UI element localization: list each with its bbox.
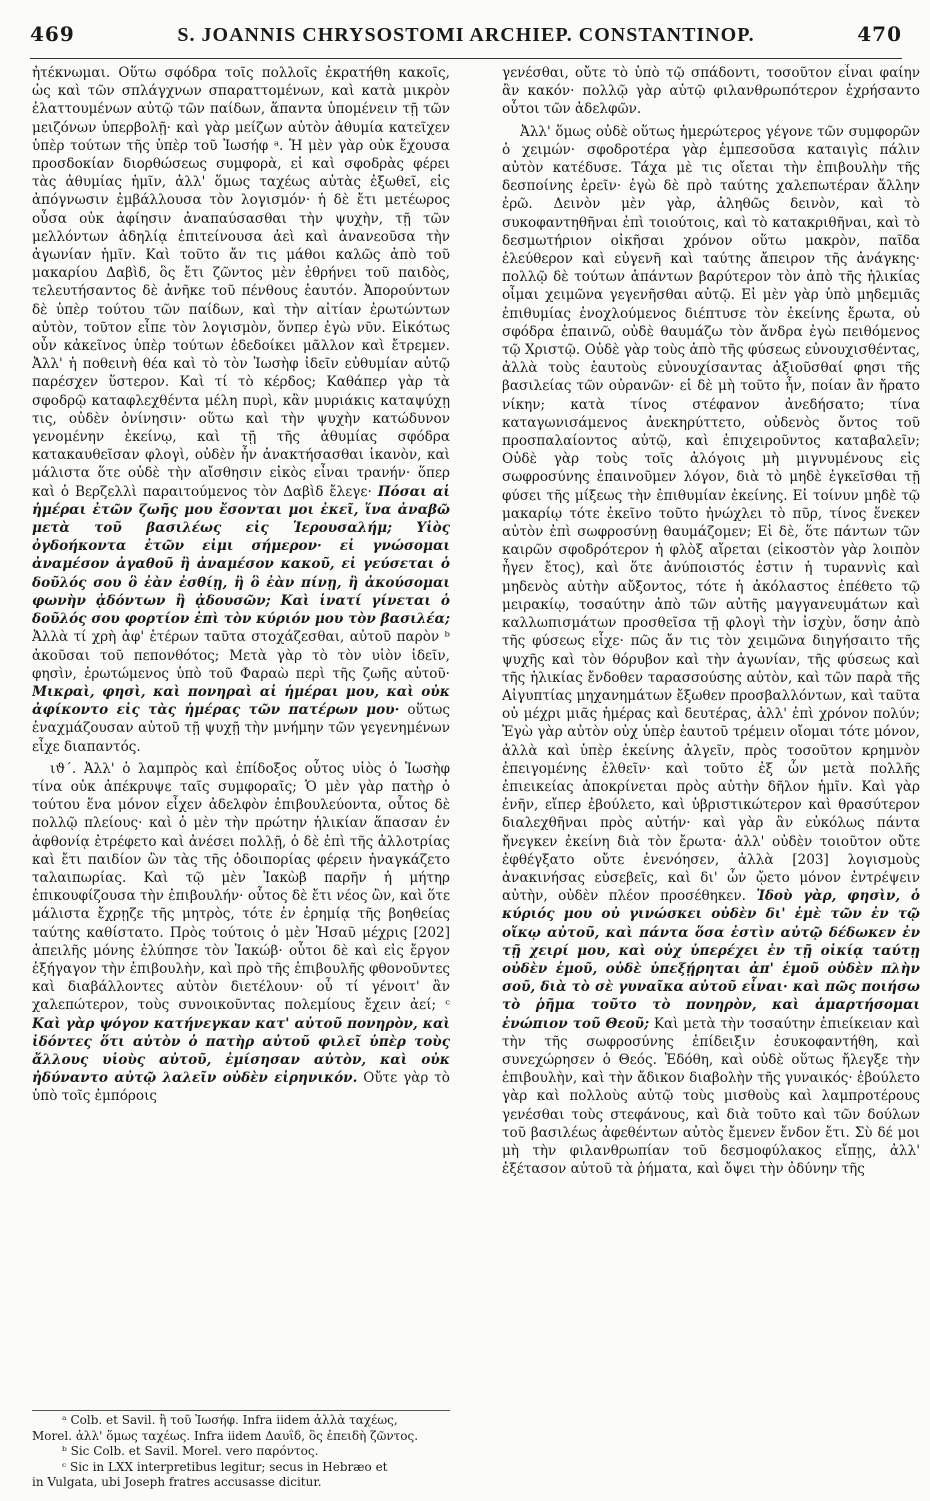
scripture-quote: Ἰδοὺ γὰρ, φησὶν, ὁ κύριός μου οὐ γινώσκει οὐδὲν δι' ἐμὲ τῶν ἐν τῷ οἴκῳ αὐτοῦ, καὶ πάντα ὅσα ἐστὶν αὐτῷ δέδωκεν ἐν τῇ χειρί μου, καὶ οὐχ ὑπερέχει ἐν τῇ οἰκίᾳ ταύτῃ οὐδὲν ἐμοῦ, οὐδὲ ὑπεξῄρηται ἀπ' ἐμοῦ οὐδὲν πλὴν σοῦ, διὰ τὸ σὲ γυναῖκα αὐτοῦ εἶναι· καὶ πῶς ποιήσω τὸ ῥῆμα τοῦτο τὸ πονηρὸν, καὶ ἁμαρτήσομαι ἐνώπιον τοῦ Θεοῦ; [502,888,920,1032]
footnote-b: ᵇ Sic Colb. et Savil. Morel. vero παρόντος. [62,1444,319,1458]
paragraph-text: Καὶ μετὰ τὴν τοσαύτην ἐπιείκειαν καὶ τὴν τῆς σωφροσύνης ἐπίδειξιν ἐσυκοφαντήθη, καὶ συνεχώρησεν ὁ Θεός. Ἐδόθη, καὶ οὐδὲ οὕτως ἤλεγξε τὴν ἐπιβουλὴν, καὶ τὴν ἄδικον διαβολὴν τῆς γυναικός· ἐβούλετο γὰρ καὶ πολλοὺς αὐτῷ τοὺς μισθοὺς καὶ λαμπροτέρους γενέσθαι τοὺς στεφάνους, καὶ διὰ τοῦτο καὶ τῶν δούλων τοῦ βασιλέως ἀφεθέντων αὐτὸς ἔμενεν ἔνδον ἔτι. Σὺ δέ μοι μὴ τὴν φιλανθρωπίαν τοῦ δεσμοφύλακος εἴπῃς, ἀλλ' ἐξέτασον αὐτοῦ τὰ ῥήματα, καὶ ὄψει τὴν ὀδύνην τῆς [502,1015,920,1178]
paragraph-text: Ἀλλὰ τί χρὴ ἀφ' ἑτέρων ταῦτα στοχάζεσθαι, αὐτοῦ παρὸν ᵇ ἀκοῦσαι τοῦ πεπονθότος; Μετὰ γὰρ τὸ τὸν υἱὸν ἰδεῖν, φησὶν, ἐρωτώμενος ὑπὸ τοῦ Φαραὼ περὶ τῆς ζωῆς αὐτοῦ· [32,629,450,682]
text-paragraph [32,64,450,756]
footnotes [32,1410,450,1491]
paragraph-text: οὕτως ἐναχμάζουσαν αὐτοῦ τῇ ψυχῇ τὴν μνήμην τῶν γεγενημένων εἶχε διαπαντός. [32,702,450,755]
paragraph-text: ιϑ΄. Ἀλλ' ὁ λαμπρὸς καὶ ἐπίδοξος οὗτος υἱὸς ὁ Ἰωσὴφ τίνα οὐκ ἀπέκρυψε ταῖς συμφοραῖς; Ὁ μὲν γὰρ πατὴρ ὁ τούτου ἕνα μόνον εἶχεν ἀδελφὸν ἐπιβουλεύοντα, οὗτος δὲ πολλῷ πλείους· καὶ ὁ μὲν τὴν πρώτην ἡλικίαν ἅπασαν ἐν ἀφθονίᾳ ἐτρέφετο καὶ ἀνέσει πολλῇ, ὁ δὲ ἐπὶ τῆς ἀλλοτρίας καὶ ἔτι παιδίον ὢν τὰς τῆς ὁδοιπορίας φέρειν ἠναγκάζετο ταλαιπωρίας. Καὶ τῷ μὲν Ἰακὼβ παρῆν ἡ μήτηρ ἐπικουφίζουσα τὴν ἐπιβουλήν· οὗτος δὲ ἔτι νέος ὢν, καὶ ὅτε μάλιστα ἔχρῃζε τῆς μητρὸς, τότε ἐν ἐρημίᾳ τῆς βοηθείας ταύτης καθίστατο. Πρὸς τούτοις ὁ μὲν Ἡσαῦ μέχρις [202] ἀπειλῆς μόνης ἐλύπησε τὸν Ἰακώβ· οὗτοι δὲ καὶ εἰς ἔργον ἐξήγαγον τὴν ἐπιβουλὴν, καὶ πρὸ τῆς ἐπιβουλῆς φθονοῦντες καὶ διαβάλλοντες αὐτὸν διετέλουν· οὗ τί γένοιτ' ἂν χαλεπώτερον, τοὺς συνοικοῦντας πολεμίους ἔχειν ἀεί; ᶜ [32,760,450,1014]
paragraph-text: Οὔτε γὰρ τὸ ὑπὸ τοῖς ἐμπόροις [32,1070,450,1105]
paragraph-text: Ἀλλ' ὅμως οὐδὲ οὕτως ἡμερώτερος γέγονε τῶν συμφορῶν ὁ χειμών· σφοδροτέρα γὰρ ἐμπεσοῦσα καταιγὶς πάλιν αὐτὸν κατέδυσε. Τάχα μὲ τις οἴεται τὴν ἐπιβουλὴν τῆς δεσποίνης ἐρεῖν· ἐγὼ δὲ πρὸ ταύτης χαλεπωτέραν ἄλλην ἐρῶ. Δεινὸν μὲν γὰρ, ἀληθῶς δεινὸν, καὶ τὸ συκοφαντηθῆναι ἐπὶ τοιούτοις, καὶ τὸ κατακριθῆναι, καὶ τὸ δεσμωτήριον οἰκῆσαι χρόνον οὕτω μακρὸν, παῖδα ἐλεύθερον καὶ εὐγενῆ καὶ ταύτης ἄπειρον τῆς ἀνάγκης· πολλῷ δὲ τούτων ἁπάντων βαρύτερον τὸν ἀπὸ τῆς ἡλικίας οἶμαι χειμῶνα γεγενῆσθαι αὐτῷ. Εἰ μὲν γὰρ ὑπὸ μηδεμιᾶς ἐπιθυμίας ἐνοχλούμενος διέπτυσε τὸν ἐκείνης ἔρωτα, οὐ σφόδρα ἐπαινῶ, οὐδὲ θαυμάζω τὸν ἄνδρα ἐγὼ πειθόμενος τῷ Χριστῷ. Οὐδὲ γὰρ τοὺς ἀπὸ τῆς φύσεως εὐνουχισθέντας, ἀλλὰ τοὺς ἑαυτοὺς εὐνουχίσαντας ἀξιοῦσθαί φησι τῆς βασιλείας τῶν οὐρανῶν· εἰ δὲ μὴ τοῦτο ἦν, ποίαν ἂν ἤρατο νίκην; κατὰ τίνος στέφανον ἀνεδήσατο; τίνα καταγωνισάμενος ἀνεκηρύττετο, οὐδενὸς ὄντος τοῦ προσπαλαίοντος αὐτῷ, καὶ ἐπιχειροῦντος καταβαλεῖν; Οὐδὲ γὰρ τοὺς τοῖς ἀλόγοις μὴ μιγνυμένους εἰς σωφροσύνης ἐπαινοῦμεν λόγον, διὰ τὸ μηδὲ ἐγκεῖσθαι τῇ φύσει τῆς μίξεως τὴν ἐπιθυμίαν ἐκείνης. Εἰ τοίνυν μηδὲ τῷ μακαρίῳ τότε ἐκεῖνο τοῦτο ἠνώχλει τὸ πῦρ, τίνος ἕνεκεν αὐτὸν ἐπὶ σωφροσύνῃ θαυμάζομεν; Εἰ δὲ, ὅτε πάντων τῶν καιρῶν σφοδρότερον ἡ φλὸξ αἴρεται (εἰκοστὸν γὰρ λοιπὸν ἦγεν ἔτος), καὶ ὅτε ἀνύποιστός ἐστιν ἡ τυραννὶς καὶ μηδενὸς αὐτὴν αὔξοντος, τότε ἡ ἀκόλαστος ἐπέθετο τῷ μειρακίῳ, τοσαύτην ἀπὸ τῶν αὐτῆς μαγγανευμάτων καὶ καλλωπισμάτων προσθεῖσα τῇ φλογὶ τὴν ἰσχὺν, ὅσην ἀπὸ τῆς φύσεως εἶχε· πῶς ἄν τις τὸν χειμῶνα διηγήσαιτο τῆς ψυχῆς καὶ τὸν θόρυβον καὶ τὴν ἀγωνίαν, τῆς φύσεως καὶ τῆς ἡλικίας ἔνδοθεν ταρασσούσης αὐτὸν, καὶ τῶν παρὰ τῆς Αἰγυπτίας μηχανημάτων ἔξωθεν προσβαλλόντων, καὶ ταῦτα οὐ μέχρι μιᾶς ἡμέρας καὶ δευτέρας, ἀλλ' ἐπὶ χρόνον πολύν; Ἐγὼ γὰρ αὐτὸν οὐχ ὑπὲρ ἑαυτοῦ τρέμειν οἴομαι τότε μόνον, ἀλλὰ καὶ ὑπὲρ ἐκείνης ἀλγεῖν, πρὸς τοσοῦτον κρημνὸν ἐπειγομένης ἐλθεῖν· καὶ τοῦτο ἐξ ὧν μετὰ πολλῆς ἐπιεικείας ἀποκρίνεται πρὸς αὐτὴν δῆλον ἡμῖν. Καὶ γὰρ ἐνῆν, εἴπερ ἐβούλετο, καὶ ὑβριστικώτερον καὶ θρασύτερον διαλεχθῆναι πρὸς αὐτήν· καὶ γὰρ ἂν εὐκόλως πάντα ἤνεγκεν ἐκείνη διὰ τὸν ἔρωτα· ἀλλ' οὐδὲν τοιοῦτον οὔτε ἐφθέγξατο οὔτε ἐνενόησεν, ἀλλὰ [203] λογισμοὺς ἀνακινήσας εὐσεβεῖς, καὶ δι' ὧν ᾤετο μόνον ἐντρέψειν αὐτὴν, οὐδὲν πλέον προσέθηκεν. [502,123,920,905]
running-title: S. JOANNIS CHRYSOSTOMI ARCHIEP. CONSTANTINOP. [177,24,755,46]
footnote-a: ᵃ Colb. et Savil. ἢ τοῦ Ἰωσήφ. Infra iidem ἀλλὰ ταχέως, [62,1413,398,1427]
scripture-quote: Πόσαι αἱ ἡμέραι ἐτῶν ζωῆς μου ἔσονται μοι ἐκεῖ, ἵνα ἀναβῶ μετὰ τοῦ βασιλέως εἰς Ἱερουσαλήμ; Υἱὸς ὀγδοήκοντα ἐτῶν εἰμι σήμερον· εἰ γνώσομαι ἀναμέσον ἀγαθοῦ ἢ ἀναμέσον κακοῦ, εἰ γεύσεται ὁ δοῦλός σου ὃ ἐὰν ἐσθίῃ, ἢ ὃ ἐὰν πίνῃ, ἢ ἀκούσομαι φωνὴν ᾀδόντων ἢ ᾀδουσῶν; Καὶ ἱνατί γίνεται ὁ δοῦλός σου φορτίον ἐπὶ τὸν κύριόν μου τὸν βασιλέα; [32,483,450,628]
paragraph-text: ἠτέκνωμαι. Οὕτω σφόδρα τοῖς πολλοῖς ἐκρατήθη κακοῖς, ὡς καὶ τῶν σπλάγχνων σπαραττομένων, καὶ κατὰ μικρὸν ἐλαττουμένων αὐτῷ τῶν παίδων, ἅπαντα ὑπομένειν τῇ τῶν μειζόνων ὑπερβολῇ· καὶ γὰρ μείζων αὐτὸν ἀθυμία κατεῖχεν ὑπὲρ τούτων τῆς ὑπὲρ τοῦ Ἰωσήφ ᵃ. Ἡ μὲν γὰρ οὐκ ἔχουσα προσδοκίαν διορθώσεως συμφορὰ, εἰ καὶ σφοδρὰς φέρει τὰς ἀθυμίας ἡμῖν, ἀλλ' ὅμως ταχέως αὐτὰς ἐξωθεῖ, εἰς ἀπόγνωσιν ἐμβάλλουσα τὸν λογισμόν· ἡ δὲ ἔτι μετέωρος οὖσα οὐκ ἀφίησιν ἀναπαύσασθαι τὴν ψυχὴν, τῇ τῶν μελλόντων ἀδηλίᾳ ἐπιτείνουσα ἀεὶ καὶ ἀνανεοῦσα τὴν ἀγωνίαν ἡμῖν. Καὶ τοῦτο ἄν τις μάθοι καλῶς ἀπὸ τοῦ μακαρίου Δαβὶδ, ὃς ἔτι ζῶντος μὲν ἐθρήνει τοῦ παιδὸς, τελευτήσαντος δὲ ἀνῆκε τοῦ πένθους ἑαυτόν. Ἀπορούντων δὲ ὑπὲρ τούτου τῶν παίδων, καὶ τὴν αἰτίαν ἐρωτώντων αὐτὸν, τοῦτον εἶπε τὸν λογισμὸν, ὅνπερ ἐγὼ νῦν. Εἰκότως οὖν κἀκεῖνος ὑπὲρ τούτων ἐδεδοίκει μᾶλλον καὶ ἔτρεμεν. Ἀλλ' ἡ ποθεινὴ θέα καὶ τὸ τὸν Ἰωσὴφ ἰδεῖν εὐθυμίαν αὐτῷ παρέσχεν ὕστερον. Καὶ τί τὸ κέρδος; Καθάπερ γὰρ τὰ σφοδρῷ καταφλεχθέντα μέλη πυρὶ, κἂν μυριάκις καταψύχῃ τις, οὐδὲν ὀνίνησιν· οὕτω καὶ τὴν ψυχὴν κατώδυνον γενομένην ἐκείνῳ, καὶ τῇ τῆς ἀθυμίας σφόδρα κατακαυθεῖσαν φλογὶ, οὐδὲν ἦν ἀνακτήσασθαι ἱκανὸν, καὶ μάλιστα ὅτε οὐδὲ τὴν αἴσθησιν εἰκὸς εἶναι τρανήν· ὅπερ καὶ ὁ Βερζελλὶ παραιτούμενος τὸν Δαβὶδ ἔλεγε· [32,65,450,500]
footnote-a-continued: Morel. ἀλλ' ὅμως ταχέως. Infra iidem Δαυῒδ, ὃς ἐπειδὴ ζῶντος. [32,1428,419,1443]
page-number-left: 469 [30,22,75,46]
running-header [30,18,902,59]
scripture-quote: Μικραὶ, φησὶ, καὶ πονηραὶ αἱ ἡμέραι μου, καὶ οὐκ ἀφίκοντο εἰς τὰς ἡμέρας τῶν πατέρων μου· [32,683,450,719]
page-number-right: 470 [857,22,902,46]
right-column [502,64,920,1496]
footnote-c: ᶜ Sic in LXX interpretibus legitur; secus in Hebræo et [62,1459,388,1474]
text-paragraph [502,64,920,119]
left-column [32,64,450,1408]
paragraph-text: γενέσθαι, οὔτε τὸ ὑπὸ τῷ σπάδοντι, τοσοῦτον εἶναι φαίην ἂν κακόν· πολλῷ γὰρ αὐτῷ φιλανθρωπότερον ἐχρήσαντο οὗτοι τῶν ἀδελφῶν. [502,65,920,118]
scripture-quote: Καὶ γὰρ ψόγον κατήνεγκαν κατ' αὐτοῦ πονηρὸν, καὶ ἰδόντες ὅτι αὐτὸν ὁ πατὴρ αὐτοῦ φιλεῖ ὑπὲρ τοὺς ἄλλους υἱοὺς αὐτοῦ, ἐμίσησαν αὐτὸν, καὶ οὐκ ἠδύναντο αὐτῷ λαλεῖν οὐδὲν εἰρηνικόν. [32,1015,450,1087]
text-paragraph [32,760,450,1106]
text-paragraph [502,123,920,1179]
footnote-c-continued: in Vulgata, ubi Joseph fratres accusasse dicitur. [32,1475,322,1489]
